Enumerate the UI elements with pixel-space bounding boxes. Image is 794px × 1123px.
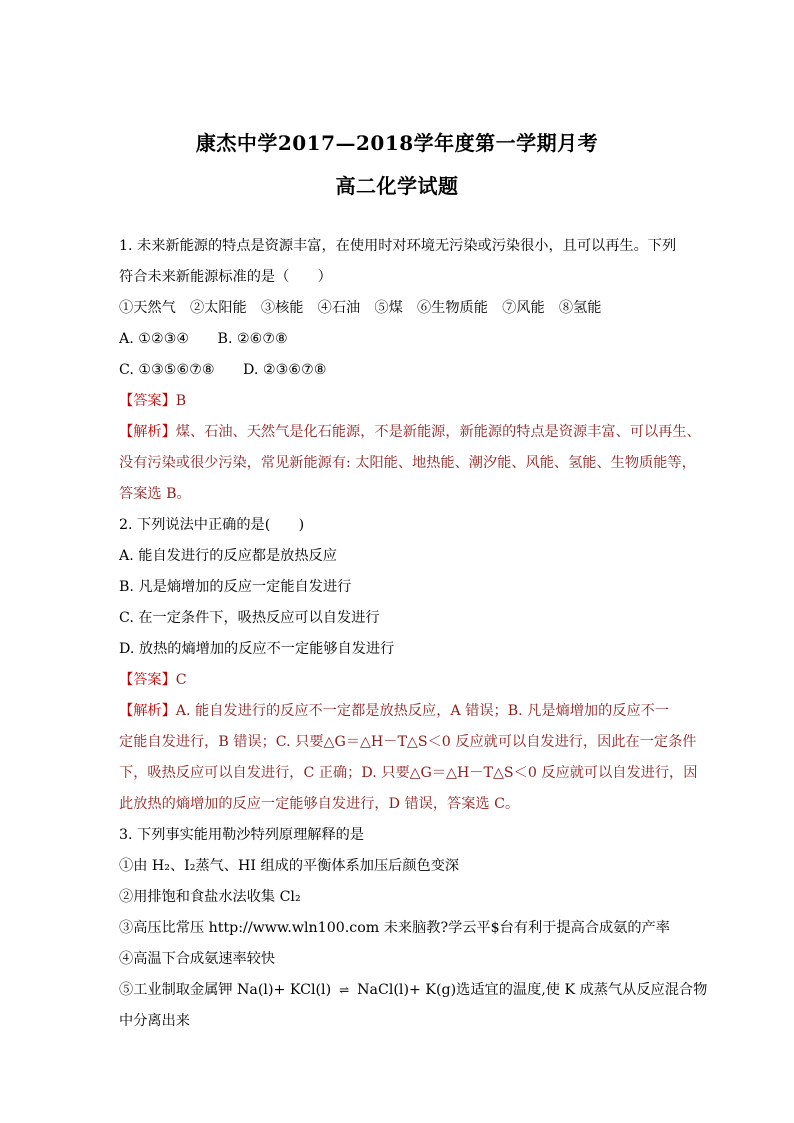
page-title: 康杰中学2017—2018学年度第一学期月考 bbox=[195, 131, 599, 155]
answer-tag: 【答案】 bbox=[119, 393, 176, 409]
q3-stem: 3. 下列事实能用勒沙特列原理解释的是 bbox=[119, 827, 365, 843]
q1-stem-line1: 1. 未来新能源的特点是资源丰富，在使用时对环境无污染或污染很小，且可以再生。下列 bbox=[119, 238, 677, 254]
q3-item4: ④高温下合成氨速率较快 bbox=[119, 951, 276, 967]
q2-option-b: B. 凡是熵增加的反应一定能自发进行 bbox=[119, 579, 352, 595]
q1-analysis-line1 bbox=[119, 422, 701, 442]
q2-option-d: D. 放热的熵增加的反应不一定能够自发进行 bbox=[119, 641, 395, 657]
q2-analysis-line2: 定能自发进行，B 错误；C. 只要△G＝△H－T△S＜0 反应就可以自发进行，因此在一定条件 bbox=[119, 734, 697, 750]
q1-answer-value: B bbox=[175, 393, 187, 409]
q3-item5-part1: ⑤工业制取金属钾 Na(l)+ KCl(l) bbox=[119, 982, 332, 998]
q1-analysis-text1: 煤、石油、天然气是化石能源，不是新能源，新能源的特点是资源丰富、可以再生、 bbox=[175, 424, 701, 440]
q3-item2: ②用排饱和食盐水法收集 Cl₂ bbox=[119, 889, 301, 905]
q2-option-a: A. 能自发进行的反应都是放热反应 bbox=[119, 548, 337, 564]
q2-option-c: C. 在一定条件下，吸热反应可以自发进行 bbox=[119, 610, 380, 626]
q3-item3: ③高压比常压 http://www.wln100.com 未来脑教?学云平$台有利于提高合成氨的产率 bbox=[119, 920, 670, 936]
analysis-tag: 【解析】 bbox=[119, 703, 176, 719]
q3-item5-part2: NaCl(l)+ K(g)选适宜的温度,使 K 成蒸气从反应混合物 bbox=[357, 982, 708, 998]
q2-answer-value: C bbox=[175, 672, 187, 688]
q3-item5-line2: 中分离出来 bbox=[119, 1013, 190, 1029]
answer-tag: 【答案】 bbox=[119, 672, 176, 688]
q1-answer bbox=[119, 391, 684, 411]
q3-item5 bbox=[119, 980, 708, 1000]
page-subtitle: 高二化学试题 bbox=[335, 174, 459, 198]
q1-analysis-line2: 没有污染或很少污染，常见新能源有: 太阳能、地热能、潮汐能、风能、氢能、生物质能等， bbox=[119, 455, 696, 471]
q1-stem-line2: 符合未来新能源标准的是（ ） bbox=[119, 269, 332, 285]
q2-analysis-line3: 下，吸热反应可以自发进行，C 正确；D. 只要△G＝△H－T△S＜0 反应就可以自发进行，因 bbox=[119, 765, 698, 781]
q1-options-line2: C. ①③⑤⑥⑦⑧ D. ②③⑥⑦⑧ bbox=[119, 362, 327, 378]
q2-analysis-text1: A. 能自发进行的反应不一定都是放热反应，A 错误；B. 凡是熵增加的反应不一 bbox=[175, 703, 670, 719]
q1-items: ①天然气 ②太阳能 ③核能 ④石油 ⑤煤 ⑥生物质能 ⑦风能 ⑧氢能 bbox=[119, 300, 602, 316]
q3-item1: ①由 H₂、I₂蒸气、HI 组成的平衡体系加压后颜色变深 bbox=[119, 858, 460, 874]
q2-analysis-line1 bbox=[119, 701, 684, 721]
analysis-tag: 【解析】 bbox=[119, 424, 176, 440]
q2-analysis-line4: 此放热的熵增加的反应一定能够自发进行，D 错误，答案选 C。 bbox=[119, 796, 520, 812]
q1-analysis-line3: 答案选 B。 bbox=[119, 486, 191, 502]
q2-stem: 2. 下列说法中正确的是( ) bbox=[119, 517, 305, 533]
q1-options-line1: A. ①②③④ B. ②⑥⑦⑧ bbox=[119, 331, 288, 347]
equilibrium-arrow-icon: ⇌ bbox=[339, 983, 350, 997]
q2-answer bbox=[119, 670, 684, 690]
